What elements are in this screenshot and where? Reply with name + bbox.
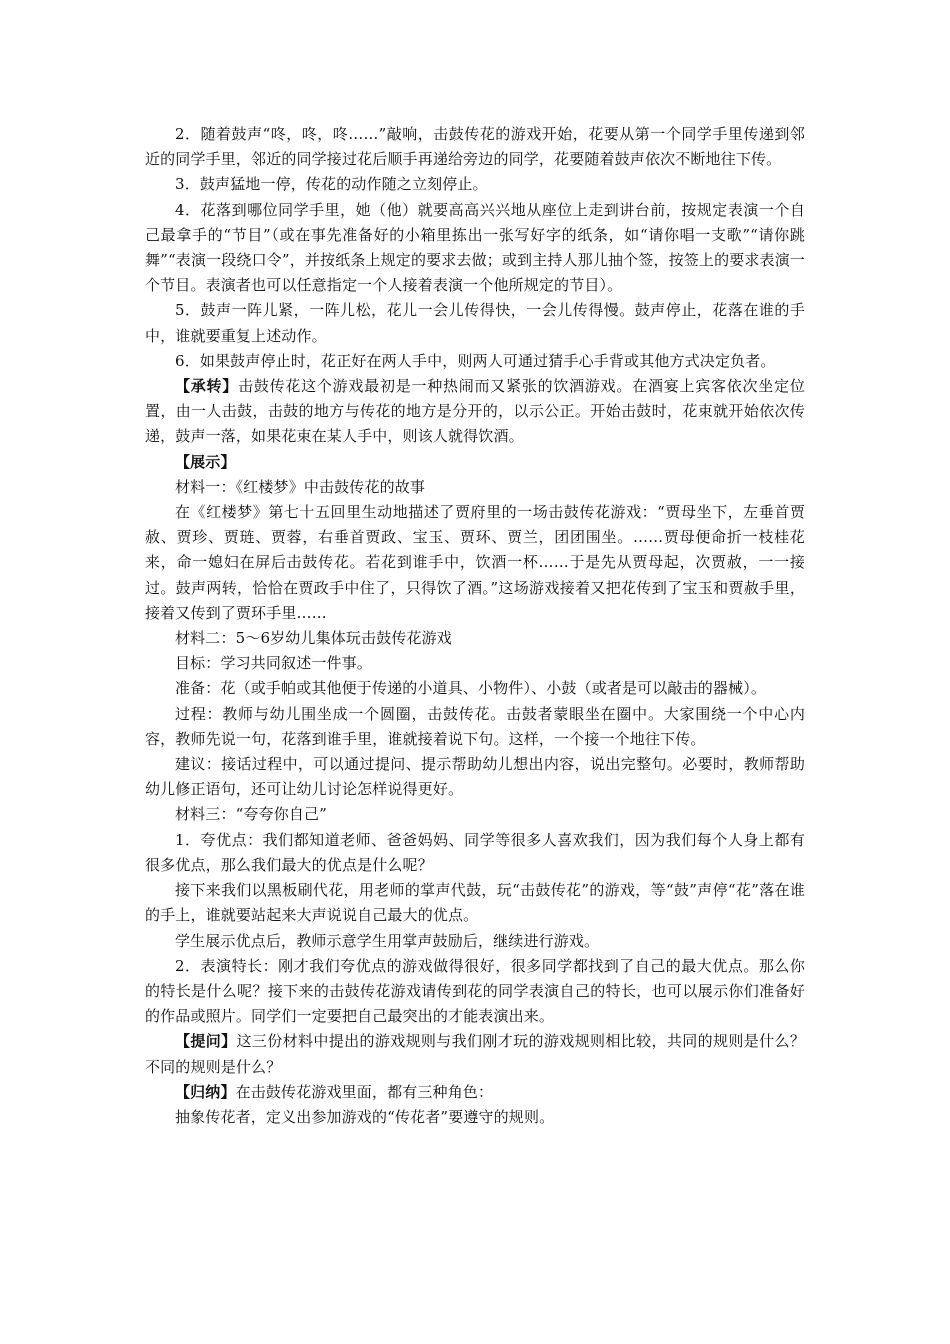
section-tag: 【提问】 xyxy=(175,1032,237,1051)
paragraph-text: 目标：学习共同叙述一件事。 xyxy=(175,654,372,673)
paragraph-text: 4．花落到哪位同学手里，她（他）就要高高兴兴地从座位上走到讲台前，按规定表演一个自己最拿手的“节目”（或在事先准备好的小箱里拣出一张写好字的纸条，如“请你唱一支歌”“请你跳舞”“表演一段绕口令”，并按纸条上规定的要求去做；或到主持人那儿抽个签，按签上的要求表演一个节目。表演者也可以任意指定一个人接着表演一个他所规定的节目）。 xyxy=(145,200,805,295)
paragraph-material-1-body xyxy=(145,500,805,626)
section-tag: 【承转】 xyxy=(175,377,239,396)
paragraph-text: 2．随着鼓声“咚，咚，咚……”敲响，击鼓传花的游戏开始，花要从第一个同学手里传递到邻近的同学手里，邻近的同学接过花后顺手再递给旁边的同学，花要随着鼓声依次不断地往下传。 xyxy=(145,125,805,169)
section-tag: 【展示】 xyxy=(175,452,236,471)
paragraph-text: 这三份材料中提出的游戏规则与我们刚才玩的游戏规则相比较，共同的规则是什么？不同的规则是什么？ xyxy=(145,1032,805,1076)
paragraph-suggestion xyxy=(145,752,805,802)
paragraph-text: 击鼓传花这个游戏最初是一种热闹而又紧张的饮酒游戏。在酒宴上宾客依次坐定位置，由一人击鼓，击鼓的地方与传花的地方是分开的，以示公正。开始击鼓时，花束就开始依次传递，鼓声一落，如果花束在某人手中，则该人就得饮酒。 xyxy=(145,377,805,446)
section-tag: 【归纳】 xyxy=(175,1082,236,1101)
paragraph-continue-game xyxy=(145,929,805,954)
paragraph-goal xyxy=(145,651,805,676)
paragraph-text: 材料一：《红楼梦》中击鼓传花的故事 xyxy=(175,477,426,496)
paragraph-talent-show xyxy=(145,954,805,1030)
paragraph-text: 抽象传花者，定义出参加游戏的“传花者”要遵守的规则。 xyxy=(175,1107,555,1126)
paragraph-preparation xyxy=(145,676,805,701)
paragraph-text: 6．如果鼓声停止时，花正好在两人手中，则两人可通过猜手心手背或其他方式决定负者。 xyxy=(175,351,776,370)
document-body xyxy=(145,122,805,1130)
paragraph-text: 接下来我们以黑板刷代花，用老师的掌声代鼓，玩“击鼓传花”的游戏，等“鼓”声停“花”落在谁的手上，谁就要站起来大声说说自己最大的优点。 xyxy=(145,881,805,925)
paragraph-text: 在击鼓传花游戏里面，都有三种角色： xyxy=(235,1082,494,1101)
paragraph-text: 过程：教师与幼儿围坐成一个圆圈，击鼓传花。击鼓者蒙眼坐在圈中。大家围绕一个中心内容，教师先说一句，花落到谁手里，谁就接着说下句。这样，一个接一个地往下传。 xyxy=(145,704,805,748)
paragraph-praise-strengths xyxy=(145,828,805,878)
paragraph-summary xyxy=(145,1080,805,1105)
paragraph-question xyxy=(145,1029,805,1079)
paragraph-rule-5 xyxy=(145,298,805,348)
paragraph-text: 建议：接话过程中，可以通过提问、提示帮助幼儿想出内容，说出完整句。必要时，教师帮助幼儿修正语句，还可让幼儿讨论怎样说得更好。 xyxy=(145,755,805,799)
paragraph-text: 材料三：“夸夸你自己” xyxy=(175,805,327,824)
paragraph-game-instructions xyxy=(145,878,805,928)
paragraph-rule-2 xyxy=(145,122,805,172)
paragraph-rule-3 xyxy=(145,172,805,197)
paragraph-rule-4 xyxy=(145,198,805,299)
paragraph-text: 准备：花（或手帕或其他便于传递的小道具、小物件）、小鼓（或者是可以敲击的器械）。 xyxy=(175,679,767,698)
paragraph-text: 1．夸优点：我们都知道老师、爸爸妈妈、同学等很多人喜欢我们，因为我们每个人身上都有很多优点，那么我们最大的优点是什么呢？ xyxy=(145,830,805,874)
paragraph-text: 5．鼓声一阵儿紧，一阵儿松，花儿一会儿传得快，一会儿传得慢。鼓声停止，花落在谁的手中，谁就要重复上述动作。 xyxy=(145,301,805,345)
paragraph-material-1-title xyxy=(145,475,805,500)
paragraph-material-3-title xyxy=(145,802,805,827)
paragraph-text: 在《红楼梦》第七十五回里生动地描述了贾府里的一场击鼓传花游戏：“贾母坐下，左垂首贾赦、贾珍、贾琏、贾蓉，右垂首贾政、宝玉、贾环、贾兰，团团围坐。……贾母便命折一枝桂花来，命一媳妇在屏后击鼓传花。若花到谁手中，饮酒一杯……于是先从贾母起，次贾赦，一一接过。鼓声两转，恰恰在贾政手中住了，只得饮了酒。”这场游戏接着又把花传到了宝玉和贾赦手里，接着又传到了贾环手里…… xyxy=(145,503,805,622)
paragraph-display-heading xyxy=(145,450,805,475)
paragraph-rule-6 xyxy=(145,349,805,374)
paragraph-text: 3．鼓声猛地一停，传花的动作随之立刻停止。 xyxy=(175,175,488,194)
paragraph-text: 学生展示优点后，教师示意学生用掌声鼓励后，继续进行游戏。 xyxy=(175,931,600,950)
paragraph-process xyxy=(145,702,805,752)
paragraph-abstraction xyxy=(145,1105,805,1130)
paragraph-text: 材料二：5～6岁幼儿集体玩击鼓传花游戏 xyxy=(175,629,452,648)
paragraph-transition xyxy=(145,374,805,450)
paragraph-material-2-title xyxy=(145,626,805,651)
paragraph-text: 2．表演特长：刚才我们夸优点的游戏做得很好，很多同学都找到了自己的最大优点。那么你的特长是什么呢？接下来的击鼓传花游戏请传到花的同学表演自己的特长，也可以展示你们准备好的作品或照片。同学们一定要把自己最突出的才能表演出来。 xyxy=(145,956,805,1026)
